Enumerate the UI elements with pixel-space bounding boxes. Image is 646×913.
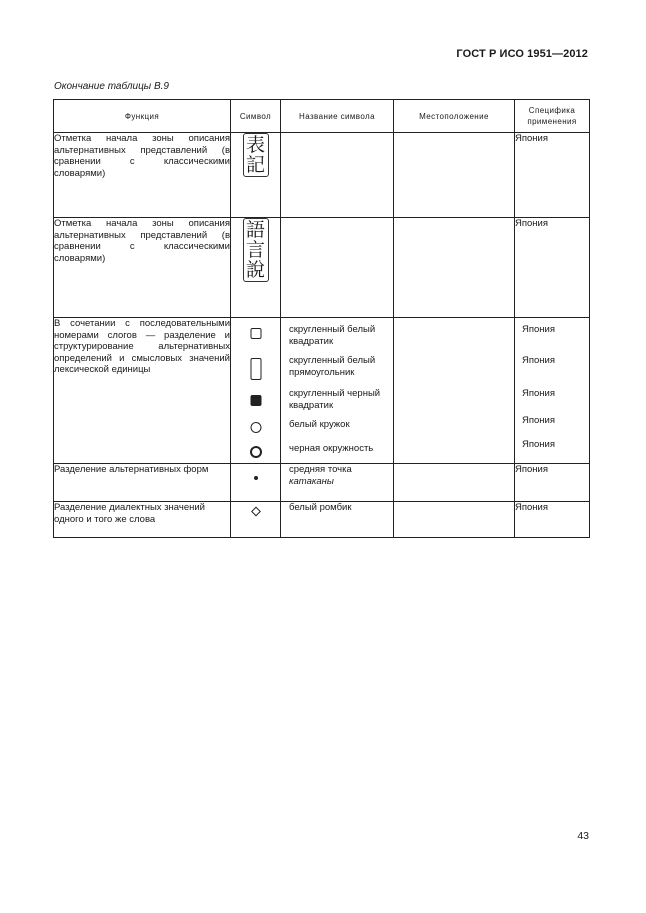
- location-cell: [394, 133, 515, 218]
- cjk-char: 表: [245, 134, 265, 156]
- symbol-cell: [231, 133, 281, 218]
- spec-cell: Япония: [515, 502, 590, 538]
- spec-cell: [515, 318, 590, 464]
- black-ring-icon: [250, 446, 262, 458]
- header-spec-line2: применения: [527, 117, 577, 126]
- symbol-name: белый кружок: [289, 419, 350, 430]
- symbol-name-sub: катаканы: [289, 475, 334, 487]
- cjk-char: 說: [245, 259, 265, 281]
- symbol-name: скругленный черный квадратик: [289, 388, 381, 411]
- symbol-name: средняя точка: [289, 464, 352, 475]
- spec-value: Япония: [522, 324, 555, 335]
- cjk-char: 語: [245, 219, 265, 241]
- table-row: [54, 318, 590, 464]
- spec-value: Япония: [522, 355, 555, 366]
- cjk-char: 言: [245, 239, 265, 261]
- rounded-black-square-icon: [250, 395, 261, 406]
- symbol-name-cell: белый ромбик: [281, 502, 394, 538]
- white-circle-icon: [250, 422, 261, 433]
- white-diamond-icon: [251, 507, 261, 517]
- symbol-name-cell: [281, 133, 394, 218]
- page-number: 43: [577, 830, 589, 842]
- header-spec-line1: Специфика: [528, 106, 576, 115]
- function-cell: Разделение альтернативных форм: [54, 464, 231, 502]
- symbol-cell: [231, 218, 281, 318]
- function-cell: Отметка начала зоны описания альтернативных представлений (в сравнении с классическими словарями): [54, 218, 231, 318]
- symbol-name-cell: [281, 218, 394, 318]
- function-cell: Отметка начала зоны описания альтернативных представлений (в сравнении с классическими словарями): [54, 133, 231, 218]
- spec-value: Япония: [522, 388, 555, 399]
- table-row: [54, 502, 590, 538]
- spec-value: Япония: [522, 415, 555, 426]
- spec-cell: Япония: [515, 218, 590, 318]
- symbol-name: черная окружность: [289, 443, 374, 454]
- location-cell: [394, 218, 515, 318]
- header-spec: [515, 100, 590, 133]
- symbol-cell: [231, 502, 281, 538]
- symbol-cell: [231, 318, 281, 464]
- symbol-name-cell: [281, 464, 394, 502]
- rounded-white-square-icon: [250, 328, 261, 339]
- cjk-symbol-hyoki: [243, 133, 269, 177]
- rounded-white-rectangle-icon: [250, 358, 261, 380]
- location-cell: [394, 502, 515, 538]
- header-symbol: Символ: [231, 100, 281, 133]
- symbol-name: скругленный белый квадратик: [289, 324, 376, 347]
- table-row: [54, 464, 590, 502]
- symbols-table: [53, 99, 590, 538]
- symbol-name-cell: [281, 318, 394, 464]
- table-row: [54, 133, 590, 218]
- spec-cell: Япония: [515, 464, 590, 502]
- table-row: [54, 218, 590, 318]
- spec-value: Япония: [522, 439, 555, 450]
- standard-header: ГОСТ Р ИСО 1951—2012: [456, 48, 588, 60]
- function-cell: В сочетании с последовательными номерами слогов — разделение и структурирование альтернативных определений и смысловых значений лексической единицы: [54, 318, 231, 464]
- location-cell: [394, 464, 515, 502]
- header-function: Функция: [54, 100, 231, 133]
- header-symbol-name: Название символа: [281, 100, 394, 133]
- cjk-char: 記: [245, 154, 265, 176]
- symbol-name: скругленный белый прямоугольник: [289, 355, 376, 378]
- table-header-row: [54, 100, 590, 133]
- table-caption: Окончание таблицы В.9: [54, 81, 169, 92]
- function-cell: Разделение диалектных значений одного и того же слова: [54, 502, 231, 538]
- location-cell: [394, 318, 515, 464]
- spec-cell: Япония: [515, 133, 590, 218]
- symbol-cell: [231, 464, 281, 502]
- header-location: Местоположение: [394, 100, 515, 133]
- middle-dot-icon: [254, 476, 258, 480]
- cjk-symbol-gogensetsu: [243, 218, 269, 282]
